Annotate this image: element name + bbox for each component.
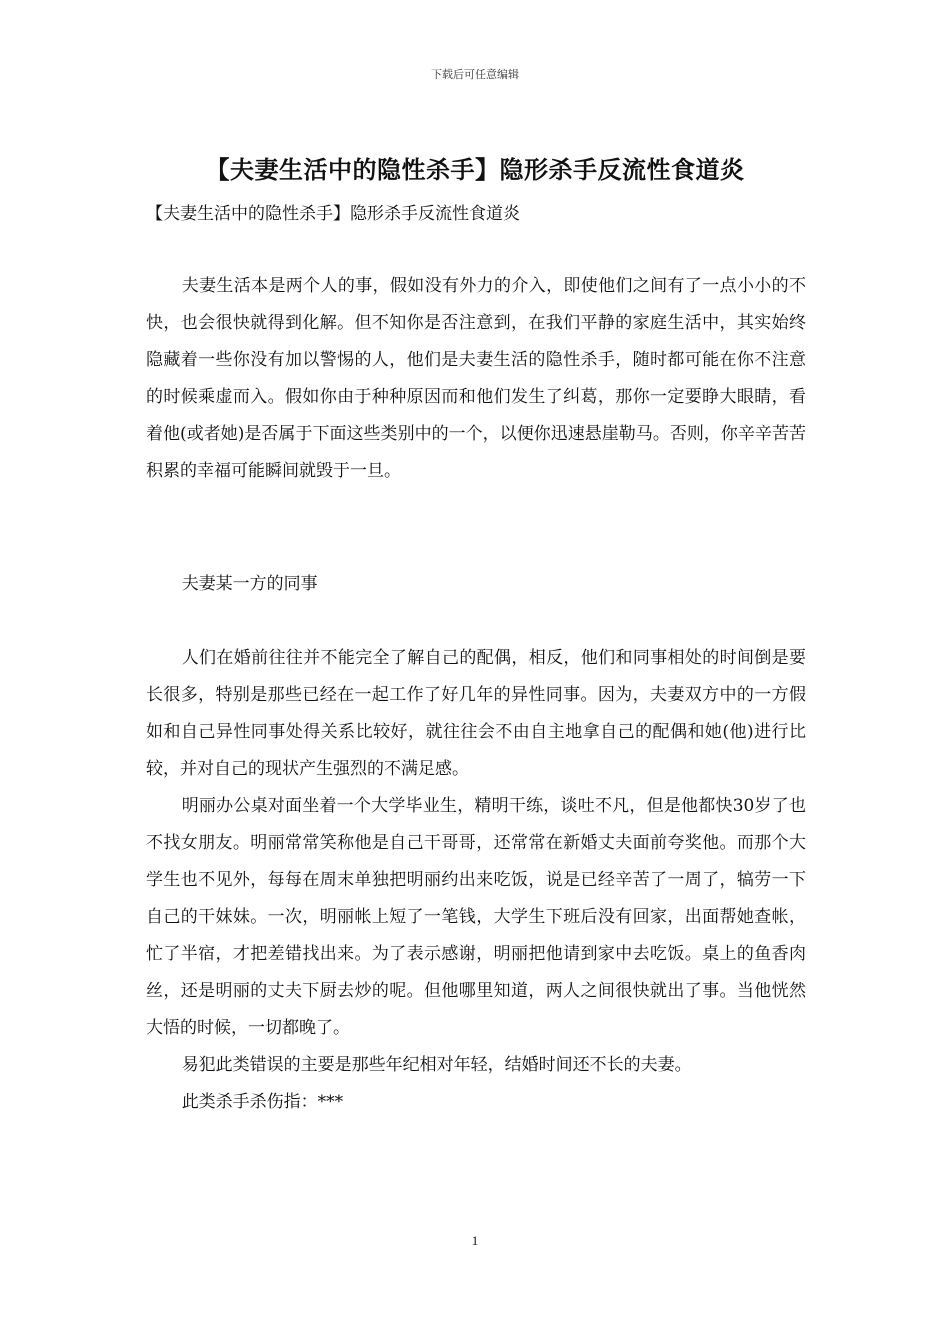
intro-paragraph: 夫妻生活本是两个人的事，假如没有外力的介入，即使他们之间有了一点小小的不快，也会很快就得到化解。但不知你是否注意到，在我们平静的家庭生活中，其实始终隐藏着一些你没有加以警惕的人，他们是夫妻生活的隐性杀手，随时都可能在你不注意的时候乘虚而入。假如你由于种种原因而和他们发生了纠葛，那你一定要睁大眼睛，看着他(或者她)是否属于下面这些类别中的一个，以便你迅速悬崖勒马。否则，你辛辛苦苦积累的幸福可能瞬间就毁于一旦。 xyxy=(146,276,806,481)
paragraph-1: 人们在婚前往往并不能完全了解自己的配偶，相反，他们和同事相处的时间倒是要长很多，特别是那些已经在一起工作了好几年的异性同事。因为，夫妻双方中的一方假如和自己异性同事处得关系比较好，就往往会不由自主地拿自己的配偶和她(他)进行比较，并对自己的现状产生强烈的不满足感。 xyxy=(146,648,806,779)
paragraph-3: 易犯此类错误的主要是那些年纪相对年轻，结婚时间还不长的夫妻。 xyxy=(181,1055,692,1075)
document-title: 【夫妻生活中的隐性杀手】隐形杀手反流性食道炎 xyxy=(205,156,745,184)
intro-block xyxy=(146,268,806,490)
section-block xyxy=(146,566,806,603)
header-note: 下载后可任意编辑 xyxy=(431,68,519,81)
paragraph-2: 明丽办公桌对面坐着一个大学毕业生，精明干练，谈吐不凡，但是他都快30岁了也不找女朋友。明丽常常笑称他是自己干哥哥，还常常在新婚丈夫面前夸奖他。而那个大学生也不见外，每每在周末单独把明丽约出来吃饭，说是已经辛苦了一周了，犒劳一下自己的干妹妹。一次，明丽帐上短了一笔钱，大学生下班后没有回家，出面帮她查帐，忙了半宿，才把差错找出来。为了表示感谢，明丽把他请到家中去吃饭。桌上的鱼香肉丝，还是明丽的丈夫下厨去炒的呢。但他哪里知道，两人之间很快就出了事。当他恍然大悟的时候，一切都晚了。 xyxy=(146,796,806,1038)
section-heading: 夫妻某一方的同事 xyxy=(181,574,318,594)
page-number: 1 xyxy=(471,1233,479,1248)
document-subtitle: 【夫妻生活中的隐性杀手】隐形杀手反流性食道炎 xyxy=(146,204,520,224)
section-body xyxy=(146,640,806,1121)
paragraph-4: 此类杀手杀伤指：*** xyxy=(181,1092,344,1112)
